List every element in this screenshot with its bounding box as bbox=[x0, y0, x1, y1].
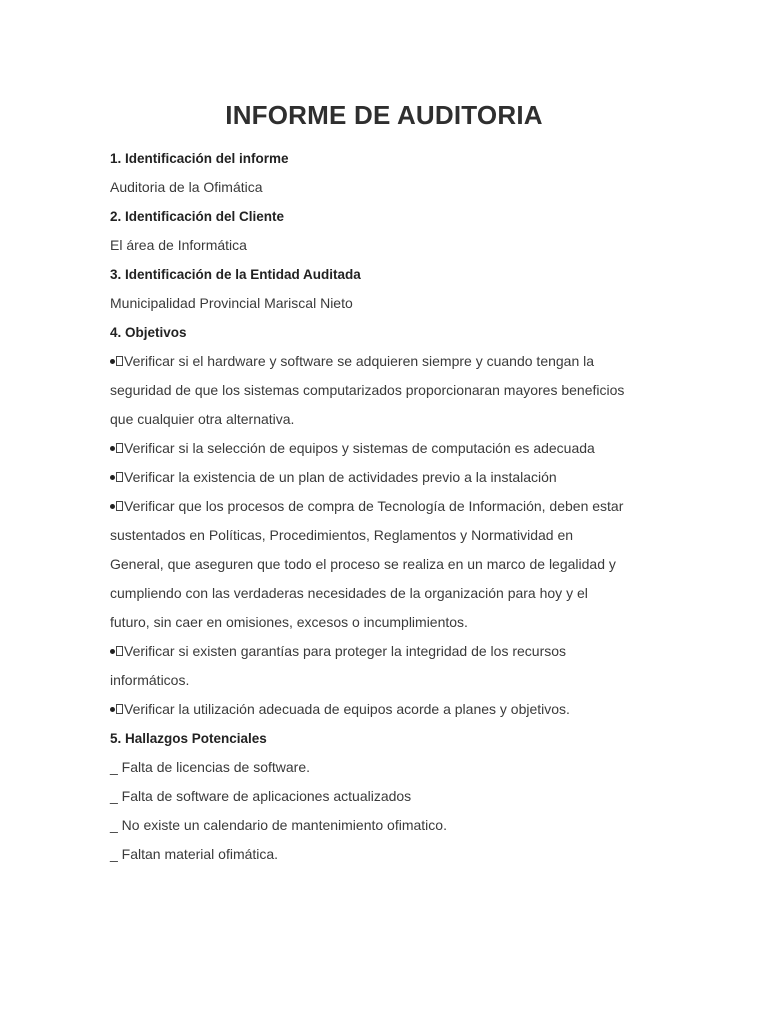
objective-item bbox=[110, 492, 650, 521]
section-text: Auditoria de la Ofimática bbox=[110, 179, 263, 195]
objective-item bbox=[110, 463, 650, 492]
bullet-icon bbox=[110, 649, 115, 654]
objective-item bbox=[110, 695, 650, 724]
bullet-icon bbox=[110, 504, 115, 509]
document-title: INFORME DE AUDITORIA bbox=[225, 100, 543, 130]
section-text: El área de Informática bbox=[110, 237, 247, 253]
objective-text-continuation: futuro, sin caer en omisiones, excesos o incumplimientos. bbox=[110, 614, 468, 630]
missing-glyph-icon bbox=[116, 704, 123, 714]
bullet-icon bbox=[110, 475, 115, 480]
bullet-icon bbox=[110, 359, 115, 364]
objective-text: Verificar si el hardware y software se adquieren siempre y cuando tengan la bbox=[124, 353, 595, 369]
finding-item: _ Falta de software de aplicaciones actualizados bbox=[110, 788, 412, 804]
objective-text: Verificar la utilización adecuada de equipos acorde a planes y objetivos. bbox=[124, 701, 570, 717]
finding-item: _ Faltan material ofimática. bbox=[110, 846, 279, 862]
bullet-icon bbox=[110, 707, 115, 712]
section-heading-entidad-auditada: 3. Identificación de la Entidad Auditada bbox=[110, 267, 361, 282]
objective-text-continuation: seguridad de que los sistemas computarizados proporcionaran mayores beneficios bbox=[110, 382, 625, 398]
section-heading-hallazgos: 5. Hallazgos Potenciales bbox=[110, 731, 267, 746]
section-text: Municipalidad Provincial Mariscal Nieto bbox=[110, 295, 353, 311]
objective-item bbox=[110, 637, 650, 666]
missing-glyph-icon bbox=[116, 646, 123, 656]
finding-item: _ Falta de licencias de software. bbox=[110, 759, 310, 775]
section-heading-identificacion-cliente: 2. Identificación del Cliente bbox=[110, 209, 285, 224]
objective-text: Verificar si existen garantías para proteger la integridad de los recursos bbox=[124, 643, 567, 659]
objective-text: Verificar si la selección de equipos y sistemas de computación es adecuada bbox=[124, 440, 595, 456]
missing-glyph-icon bbox=[116, 356, 123, 366]
missing-glyph-icon bbox=[116, 472, 123, 482]
document-body bbox=[110, 144, 650, 869]
finding-item: _ No existe un calendario de mantenimiento ofimatico. bbox=[110, 817, 447, 833]
objective-item bbox=[110, 434, 650, 463]
missing-glyph-icon bbox=[116, 501, 123, 511]
objective-text-continuation: que cualquier otra alternativa. bbox=[110, 411, 295, 427]
objective-text-continuation: cumpliendo con las verdaderas necesidades de la organización para hoy y el bbox=[110, 585, 588, 601]
section-heading-identificacion-informe: 1. Identificación del informe bbox=[110, 151, 289, 166]
objective-text-continuation: General, que aseguren que todo el proceso se realiza en un marco de legalidad y bbox=[110, 556, 616, 572]
missing-glyph-icon bbox=[116, 443, 123, 453]
objective-text-continuation: sustentados en Políticas, Procedimientos, Reglamentos y Normatividad en bbox=[110, 527, 574, 543]
objective-text-continuation: informáticos. bbox=[110, 672, 190, 688]
objective-text: Verificar que los procesos de compra de Tecnología de Información, deben estar bbox=[124, 498, 624, 514]
bullet-icon bbox=[110, 446, 115, 451]
objective-item bbox=[110, 347, 650, 376]
objective-text: Verificar la existencia de un plan de actividades previo a la instalación bbox=[124, 469, 557, 485]
section-heading-objetivos: 4. Objetivos bbox=[110, 325, 187, 340]
